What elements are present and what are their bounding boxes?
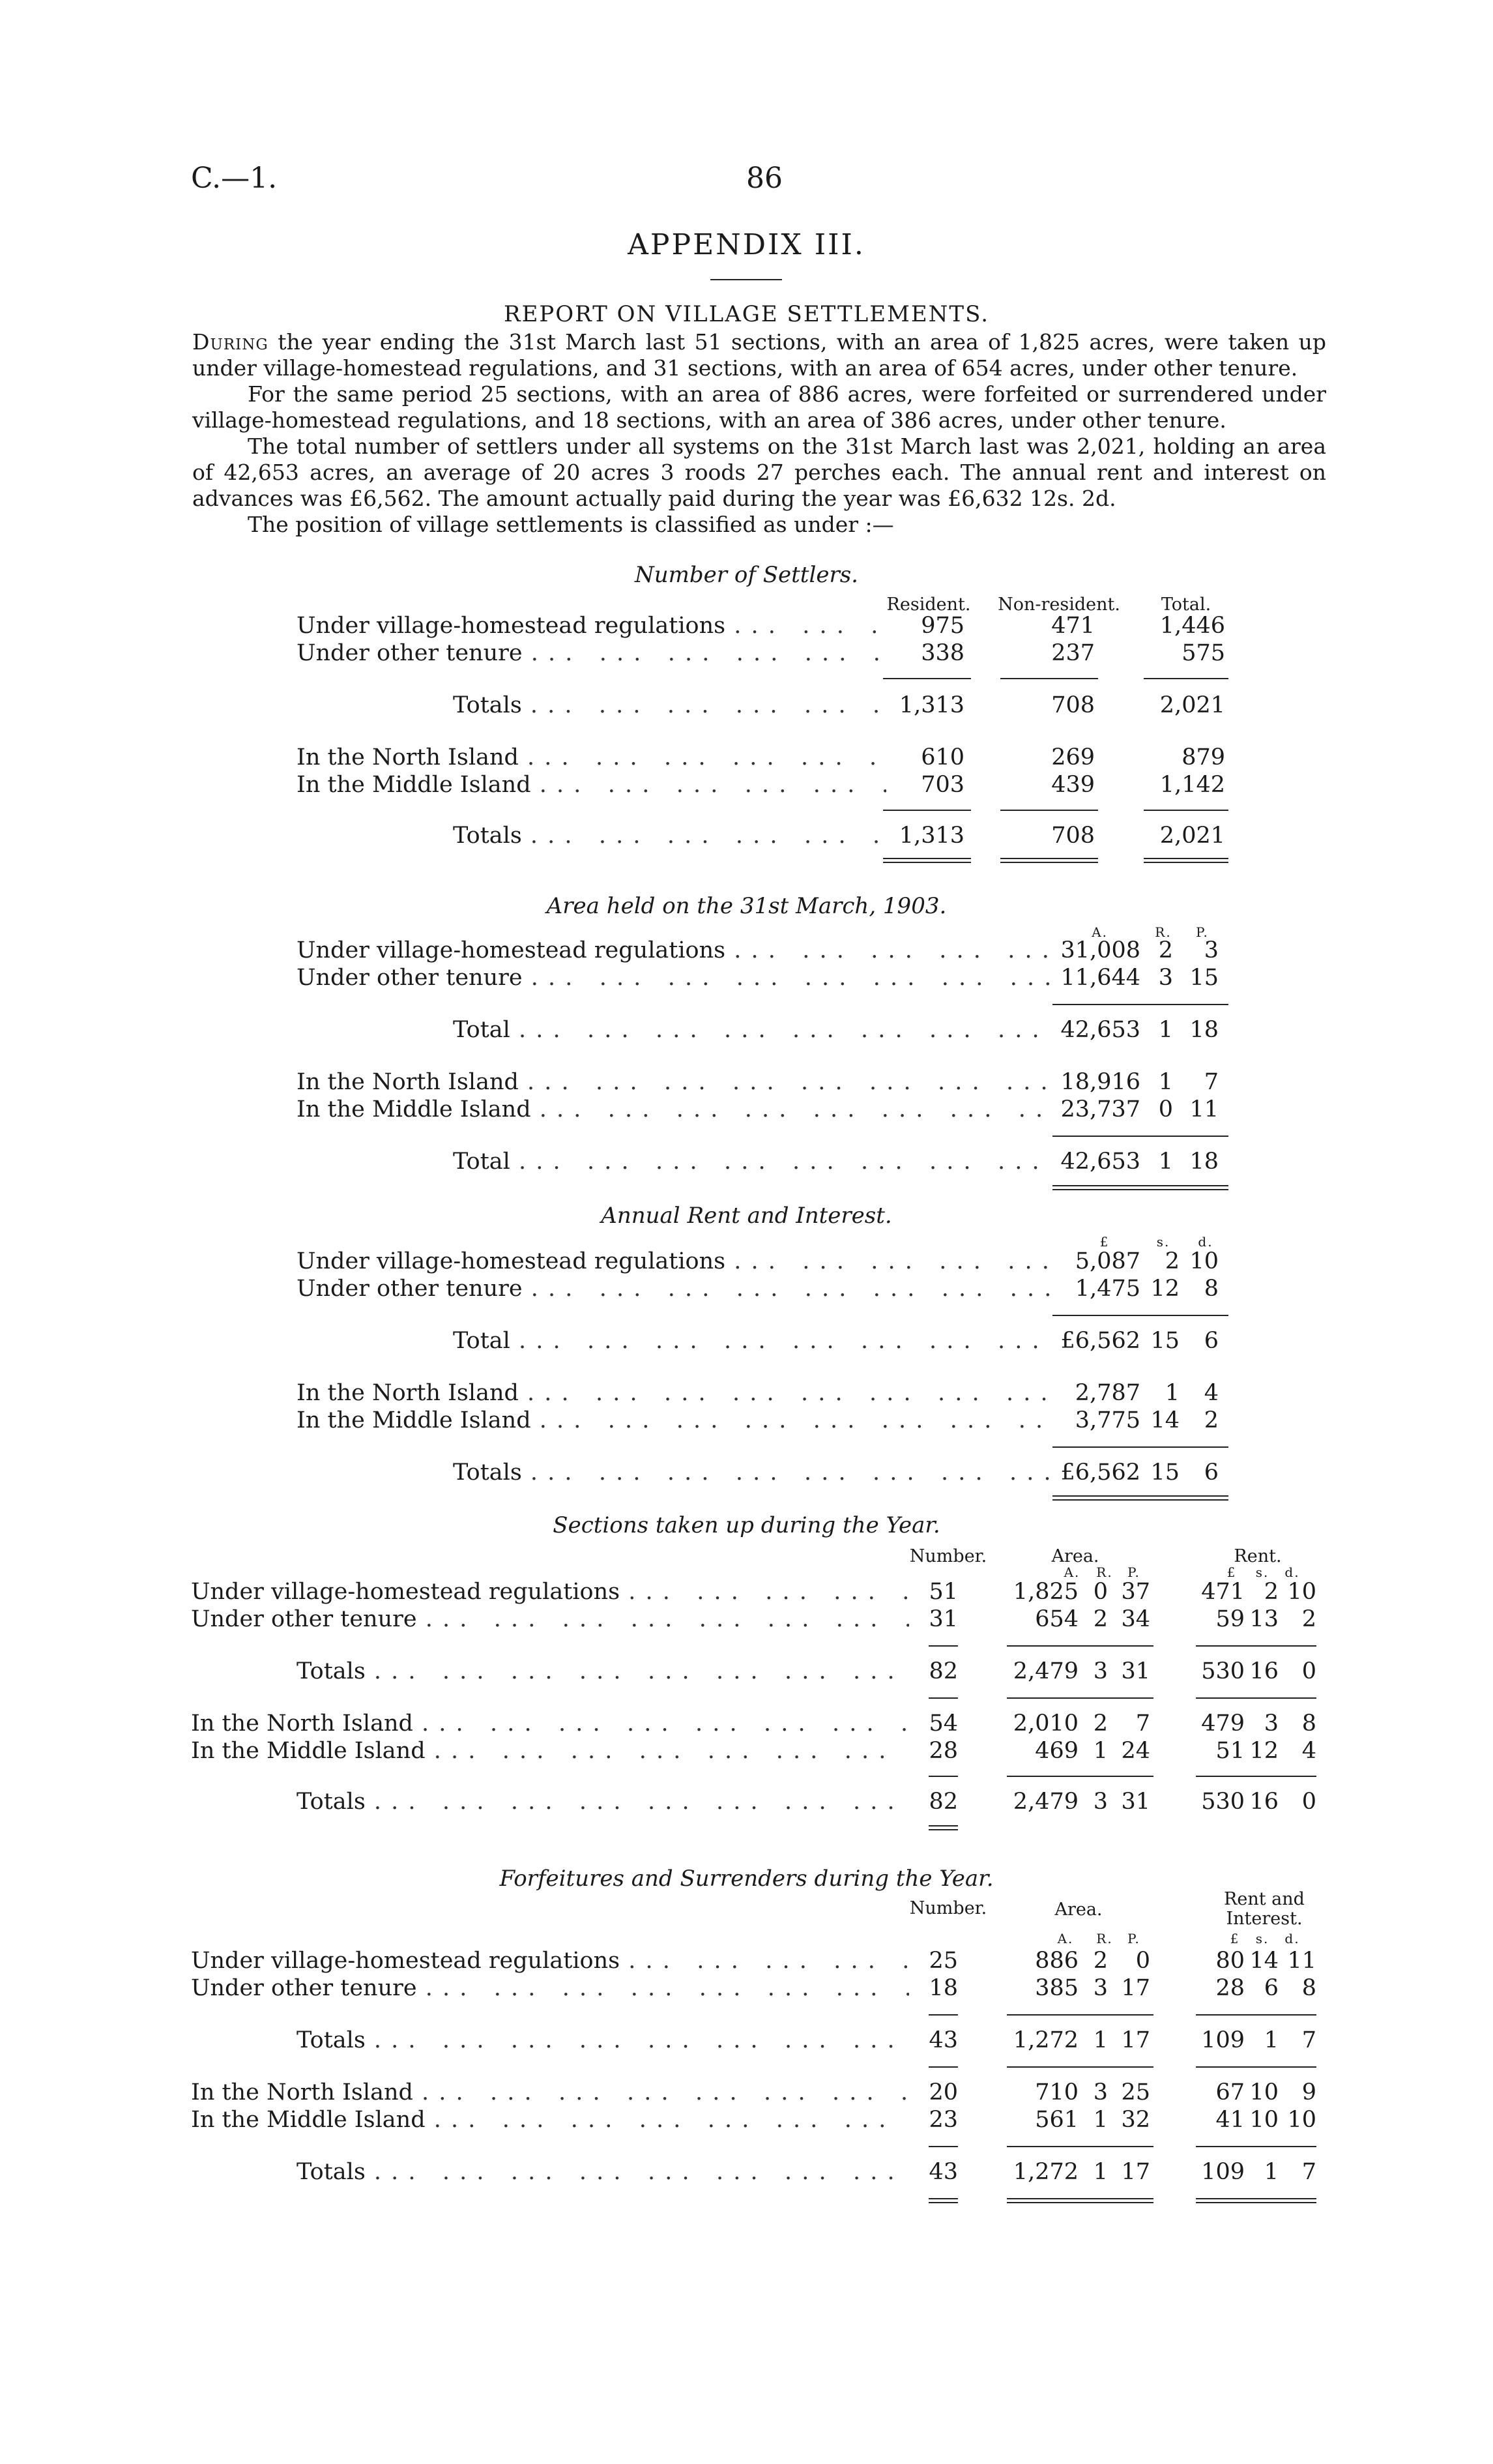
area-unit-roods: R. xyxy=(1155,924,1172,940)
rule xyxy=(1196,2066,1316,2068)
sections-row-label: In the Middle Island . . . xyxy=(191,1738,909,1764)
rent-cell: £6,562 xyxy=(1060,1328,1140,1354)
paragraph-1-lead: During xyxy=(192,329,268,355)
sections-cell: 479 xyxy=(1201,1710,1245,1737)
forfeitures-col-number: Number. xyxy=(909,1898,987,1918)
rent-cell: 10 xyxy=(1189,1248,1219,1274)
forfeitures-cell: 0 xyxy=(1135,1948,1150,1974)
rule xyxy=(1196,1645,1316,1647)
forfeitures-cell: 3 xyxy=(1093,2079,1108,2105)
area-cell: 42,653 xyxy=(1060,1017,1140,1043)
settlers-cell: 975 xyxy=(921,613,964,639)
area-cell: 15 xyxy=(1189,965,1219,991)
forfeitures-row-label: In the Middle Island . . . xyxy=(191,2107,909,2133)
forfeitures-cell: 109 xyxy=(1201,2159,1245,2185)
sections-row-label: Totals . . . xyxy=(297,1658,909,1684)
area-row-label: In the Middle Island . . . xyxy=(297,1096,1052,1122)
forfeitures-unit-roods: R. xyxy=(1096,1931,1113,1946)
forfeitures-cell: 41 xyxy=(1215,2107,1245,2133)
forfeitures-cell: 23 xyxy=(929,2107,958,2133)
paragraph-1 xyxy=(192,329,1326,381)
forfeitures-cell: 385 xyxy=(1035,1975,1079,2001)
rent-cell: 2 xyxy=(1165,1248,1180,1274)
forfeitures-unit-pence: d. xyxy=(1284,1931,1300,1946)
rent-cell: 14 xyxy=(1150,1407,1180,1433)
rule xyxy=(1052,1136,1228,1137)
rent-caption: Annual Rent and Interest. xyxy=(601,1203,892,1229)
sections-unit-roods: R. xyxy=(1096,1564,1113,1580)
forfeitures-row-label: Under other tenure . . . xyxy=(191,1975,909,2001)
forfeitures-cell: 1 xyxy=(1264,2159,1279,2185)
rent-cell: 4 xyxy=(1204,1380,1219,1406)
rule xyxy=(1007,2146,1153,2147)
sections-cell: 82 xyxy=(929,1658,958,1684)
area-cell: 1 xyxy=(1158,1069,1173,1095)
area-row-label: In the North Island . . . xyxy=(297,1069,1052,1095)
sections-cell: 54 xyxy=(929,1710,958,1737)
settlers-cell: 610 xyxy=(921,744,964,770)
forfeitures-cell: 561 xyxy=(1035,2107,1079,2133)
rule xyxy=(1144,810,1228,811)
double-rule xyxy=(929,1825,958,1830)
area-row-label: Under village-homestead regulations . . . xyxy=(297,937,1052,963)
settlers-cell: 237 xyxy=(1051,640,1095,666)
double-rule xyxy=(1000,858,1098,863)
rule xyxy=(1052,1004,1228,1005)
settlers-cell: 575 xyxy=(1181,640,1225,666)
area-cell: 0 xyxy=(1158,1096,1173,1122)
double-rule xyxy=(1144,858,1228,863)
rent-unit-shillings: s. xyxy=(1156,1234,1170,1250)
sections-cell: 2 xyxy=(1264,1579,1279,1605)
forfeitures-cell: 43 xyxy=(929,2027,958,2053)
area-cell: 7 xyxy=(1204,1069,1219,1095)
forfeitures-col-rent-2: Interest. xyxy=(1226,1909,1303,1929)
forfeitures-caption: Forfeitures and Surrenders during the Year. xyxy=(499,1866,994,1892)
settlers-row-label: In the Middle Island . . . xyxy=(297,772,886,798)
double-rule xyxy=(883,858,971,863)
forfeitures-unit-pounds: £ xyxy=(1230,1931,1240,1946)
settlers-col-nonresident: Non-resident. xyxy=(998,594,1120,615)
forfeitures-cell: 10 xyxy=(1249,2107,1279,2133)
sections-unit-pence: d. xyxy=(1284,1564,1300,1580)
forfeitures-cell: 1 xyxy=(1264,2027,1279,2053)
forfeitures-cell: 7 xyxy=(1301,2159,1316,2185)
forfeitures-row-label: In the North Island . . . xyxy=(191,2079,909,2105)
forfeitures-row-label: Totals . . . xyxy=(297,2159,909,2185)
forfeitures-cell: 7 xyxy=(1301,2027,1316,2053)
settlers-row-label: Under village-homestead regulations . . . xyxy=(297,613,886,639)
sections-cell: 530 xyxy=(1201,1789,1245,1815)
forfeitures-cell: 25 xyxy=(929,1948,958,1974)
double-rule xyxy=(1052,1495,1228,1501)
area-cell: 42,653 xyxy=(1060,1149,1140,1175)
sections-cell: 59 xyxy=(1215,1606,1245,1632)
forfeitures-cell: 28 xyxy=(1215,1975,1245,2001)
forfeitures-cell: 1 xyxy=(1093,2107,1108,2133)
sections-unit-shillings: s. xyxy=(1255,1564,1269,1580)
area-cell: 18 xyxy=(1189,1149,1219,1175)
forfeitures-cell: 886 xyxy=(1035,1948,1079,1974)
paragraph-4: The position of village settlements is classified as under :— xyxy=(248,512,894,537)
sections-cell: 2,010 xyxy=(1013,1710,1079,1737)
forfeitures-cell: 1,272 xyxy=(1013,2159,1079,2185)
forfeitures-cell: 1,272 xyxy=(1013,2027,1079,2053)
sections-cell: 0 xyxy=(1301,1658,1316,1684)
area-row-label: Under other tenure . . . xyxy=(297,965,1052,991)
settlers-cell: 1,313 xyxy=(899,823,964,849)
rule xyxy=(929,2146,958,2147)
sections-cell: 16 xyxy=(1249,1789,1279,1815)
double-rule xyxy=(1196,2198,1316,2203)
settlers-row-label: Under other tenure . . . xyxy=(297,640,886,666)
sections-cell: 2,479 xyxy=(1013,1658,1079,1684)
settlers-cell: 1,446 xyxy=(1159,613,1225,639)
forfeitures-cell: 3 xyxy=(1093,1975,1108,2001)
sections-cell: 34 xyxy=(1121,1606,1150,1632)
sections-caption: Sections taken up during the Year. xyxy=(553,1512,940,1538)
forfeitures-unit-acres: A. xyxy=(1057,1931,1074,1946)
forfeitures-cell: 25 xyxy=(1121,2079,1150,2105)
sections-cell: 31 xyxy=(1121,1789,1150,1815)
rule xyxy=(929,2066,958,2068)
paragraph-1-body: the year ending the 31st March last 51 sections, with an area of 1,825 acres, were taken up under village-homestead regulations, and 31 sections, with an area of 654 acres, under other tenure. xyxy=(192,329,1326,381)
forfeitures-cell: 8 xyxy=(1301,1975,1316,2001)
sections-cell: 2 xyxy=(1093,1710,1108,1737)
rent-cell: 3,775 xyxy=(1075,1407,1140,1433)
sections-cell: 0 xyxy=(1093,1579,1108,1605)
rent-cell: 15 xyxy=(1150,1328,1180,1354)
rent-cell: 1 xyxy=(1165,1380,1180,1406)
rule xyxy=(1052,1315,1228,1316)
rule xyxy=(929,1645,958,1647)
forfeitures-cell: 32 xyxy=(1121,2107,1150,2133)
settlers-cell: 879 xyxy=(1181,744,1225,770)
settlers-cell: 1,313 xyxy=(899,692,964,718)
rent-row-label: Under village-homestead regulations . . . xyxy=(297,1248,1052,1274)
sections-cell: 16 xyxy=(1249,1658,1279,1684)
settlers-cell: 2,021 xyxy=(1159,692,1225,718)
rent-unit-pounds: £ xyxy=(1099,1234,1110,1250)
sections-cell: 37 xyxy=(1121,1579,1150,1605)
settlers-cell: 471 xyxy=(1051,613,1095,639)
sections-cell: 2 xyxy=(1093,1606,1108,1632)
rent-cell: 2 xyxy=(1204,1407,1219,1433)
sections-cell: 1 xyxy=(1093,1738,1108,1764)
rule xyxy=(1007,2066,1153,2068)
settlers-caption: Number of Settlers. xyxy=(635,562,858,588)
area-cell: 11,644 xyxy=(1060,965,1140,991)
sections-cell: 8 xyxy=(1301,1710,1316,1737)
area-cell: 3 xyxy=(1204,937,1219,963)
sections-col-area: Area. xyxy=(1051,1546,1099,1566)
forfeitures-cell: 17 xyxy=(1121,2159,1150,2185)
settlers-row-label: Totals . . . xyxy=(453,823,886,849)
settlers-cell: 708 xyxy=(1051,823,1095,849)
document-reference: C.—1. xyxy=(191,162,278,195)
area-row-label: Total . . . xyxy=(453,1017,1052,1043)
sections-cell: 10 xyxy=(1287,1579,1316,1605)
sections-cell: 7 xyxy=(1135,1710,1150,1737)
rule xyxy=(883,810,971,811)
forfeitures-unit-perches: P. xyxy=(1127,1931,1140,1946)
sections-row-label: In the North Island . . . xyxy=(191,1710,909,1737)
sections-col-rent: Rent. xyxy=(1234,1546,1282,1566)
page-number: 86 xyxy=(746,162,783,195)
sections-cell: 0 xyxy=(1301,1789,1316,1815)
rent-row-label: In the Middle Island . . . xyxy=(297,1407,1052,1433)
forfeitures-cell: 710 xyxy=(1035,2079,1079,2105)
sections-cell: 12 xyxy=(1249,1738,1279,1764)
settlers-row-label: In the North Island . . . xyxy=(297,744,886,770)
sections-cell: 24 xyxy=(1121,1738,1150,1764)
forfeitures-cell: 17 xyxy=(1121,2027,1150,2053)
rent-cell: 6 xyxy=(1204,1459,1219,1486)
rule xyxy=(1196,2146,1316,2147)
sections-cell: 2,479 xyxy=(1013,1789,1079,1815)
forfeitures-cell: 109 xyxy=(1201,2027,1245,2053)
rent-row-label: Totals . . . xyxy=(453,1459,1052,1486)
report-title: REPORT ON VILLAGE SETTLEMENTS. xyxy=(503,301,989,327)
forfeitures-cell: 20 xyxy=(929,2079,958,2105)
settlers-cell: 338 xyxy=(921,640,964,666)
sections-cell: 654 xyxy=(1035,1606,1079,1632)
area-cell: 18,916 xyxy=(1060,1069,1140,1095)
rule xyxy=(1000,678,1098,679)
rent-cell: 12 xyxy=(1150,1276,1180,1302)
settlers-cell: 439 xyxy=(1051,772,1095,798)
rule xyxy=(1196,1776,1316,1777)
rent-cell: 1,475 xyxy=(1075,1276,1140,1302)
area-unit-perches: P. xyxy=(1196,924,1209,940)
sections-col-number: Number. xyxy=(909,1546,987,1566)
forfeitures-cell: 10 xyxy=(1249,2079,1279,2105)
sections-cell: 82 xyxy=(929,1789,958,1815)
forfeitures-cell: 67 xyxy=(1215,2079,1245,2105)
rule xyxy=(1052,1446,1228,1448)
rent-cell: 5,087 xyxy=(1075,1248,1140,1274)
sections-unit-pounds: £ xyxy=(1226,1564,1237,1580)
sections-cell: 3 xyxy=(1093,1658,1108,1684)
area-cell: 2 xyxy=(1158,937,1173,963)
forfeitures-col-rent-1: Rent and xyxy=(1224,1889,1305,1909)
sections-cell: 530 xyxy=(1201,1658,1245,1684)
rule xyxy=(1196,2014,1316,2016)
forfeitures-cell: 2 xyxy=(1093,1948,1108,1974)
sections-cell: 13 xyxy=(1249,1606,1279,1632)
forfeitures-cell: 43 xyxy=(929,2159,958,2185)
rule xyxy=(1007,1697,1153,1699)
sections-unit-acres: A. xyxy=(1064,1564,1080,1580)
area-caption: Area held on the 31st March, 1903. xyxy=(546,893,947,919)
double-rule xyxy=(1007,2198,1153,2203)
sections-cell: 471 xyxy=(1201,1579,1245,1605)
forfeitures-cell: 17 xyxy=(1121,1975,1150,2001)
intro-text xyxy=(192,329,1326,538)
rule xyxy=(1007,1645,1153,1647)
forfeitures-cell: 80 xyxy=(1215,1948,1245,1974)
area-cell: 11 xyxy=(1189,1096,1219,1122)
forfeitures-cell: 6 xyxy=(1264,1975,1279,2001)
rule xyxy=(929,1697,958,1699)
area-cell: 1 xyxy=(1158,1149,1173,1175)
forfeitures-row-label: Totals . . . xyxy=(297,2027,909,2053)
forfeitures-unit-shillings: s. xyxy=(1255,1931,1269,1946)
forfeitures-cell: 11 xyxy=(1287,1948,1316,1974)
forfeitures-row-label: Under village-homestead regulations . . . xyxy=(191,1948,909,1974)
settlers-cell: 1,142 xyxy=(1159,772,1225,798)
settlers-col-resident: Resident. xyxy=(886,594,971,615)
double-rule xyxy=(929,2198,958,2203)
rule xyxy=(1196,1697,1316,1699)
settlers-col-total: Total. xyxy=(1161,594,1211,615)
sections-cell: 469 xyxy=(1035,1738,1079,1764)
paragraph-3: The total number of settlers under all systems on the 31st March last was 2,021, holding an area of 42,653 acres, an average of 20 acres 3 roods 27 perches each. The annual rent and interest on advances was £6,562. The amount actually paid during the year was £6,632 12s. 2d. xyxy=(192,433,1326,511)
settlers-cell: 2,021 xyxy=(1159,823,1225,849)
rent-cell: 6 xyxy=(1204,1328,1219,1354)
sections-cell: 51 xyxy=(929,1579,958,1605)
sections-unit-perches: P. xyxy=(1127,1564,1140,1580)
sections-cell: 31 xyxy=(929,1606,958,1632)
area-cell: 31,008 xyxy=(1060,937,1140,963)
rule xyxy=(1000,810,1098,811)
area-cell: 1 xyxy=(1158,1017,1173,1043)
rule xyxy=(1007,1776,1153,1777)
forfeitures-cell: 9 xyxy=(1301,2079,1316,2105)
forfeitures-cell: 18 xyxy=(929,1975,958,2001)
title-rule xyxy=(710,279,782,280)
sections-cell: 31 xyxy=(1121,1658,1150,1684)
sections-cell: 3 xyxy=(1093,1789,1108,1815)
rent-row-label: Total . . . xyxy=(453,1328,1052,1354)
rule xyxy=(1007,2014,1153,2016)
rule xyxy=(929,2014,958,2016)
sections-cell: 3 xyxy=(1264,1710,1279,1737)
sections-row-label: Totals . . . xyxy=(297,1789,909,1815)
rule xyxy=(929,1776,958,1777)
forfeitures-col-area: Area. xyxy=(1054,1899,1103,1920)
rent-cell: £6,562 xyxy=(1060,1459,1140,1486)
sections-row-label: Under other tenure . . . xyxy=(191,1606,909,1632)
sections-cell: 28 xyxy=(929,1738,958,1764)
area-cell: 3 xyxy=(1158,965,1173,991)
settlers-row-label: Totals . . . xyxy=(453,692,886,718)
forfeitures-cell: 10 xyxy=(1287,2107,1316,2133)
forfeitures-cell: 1 xyxy=(1093,2159,1108,2185)
rent-cell: 2,787 xyxy=(1075,1380,1140,1406)
sections-cell: 4 xyxy=(1301,1738,1316,1764)
sections-row-label: Under village-homestead regulations . . . xyxy=(191,1579,909,1605)
area-unit-acres: A. xyxy=(1092,924,1108,940)
area-cell: 18 xyxy=(1189,1017,1219,1043)
rent-cell: 8 xyxy=(1204,1276,1219,1302)
rent-row-label: In the North Island . . . xyxy=(297,1380,1052,1406)
settlers-cell: 269 xyxy=(1051,744,1095,770)
rule xyxy=(1144,678,1228,679)
double-rule xyxy=(1052,1185,1228,1190)
rent-cell: 15 xyxy=(1150,1459,1180,1486)
settlers-cell: 708 xyxy=(1051,692,1095,718)
sections-cell: 1,825 xyxy=(1013,1579,1079,1605)
forfeitures-cell: 1 xyxy=(1093,2027,1108,2053)
sections-cell: 51 xyxy=(1215,1738,1245,1764)
appendix-title: APPENDIX III. xyxy=(628,228,865,261)
rent-unit-pence: d. xyxy=(1198,1234,1213,1250)
settlers-cell: 703 xyxy=(921,772,964,798)
area-cell: 23,737 xyxy=(1060,1096,1140,1122)
sections-cell: 2 xyxy=(1301,1606,1316,1632)
area-row-label: Total . . . xyxy=(453,1149,1052,1175)
paragraph-2: For the same period 25 sections, with an area of 886 acres, were forfeited or surrendered under village-homestead regulations, and 18 sections, with an area of 386 acres, under other tenure. xyxy=(192,381,1326,433)
rule xyxy=(883,678,971,679)
forfeitures-cell: 14 xyxy=(1249,1948,1279,1974)
rent-row-label: Under other tenure . . . xyxy=(297,1276,1052,1302)
